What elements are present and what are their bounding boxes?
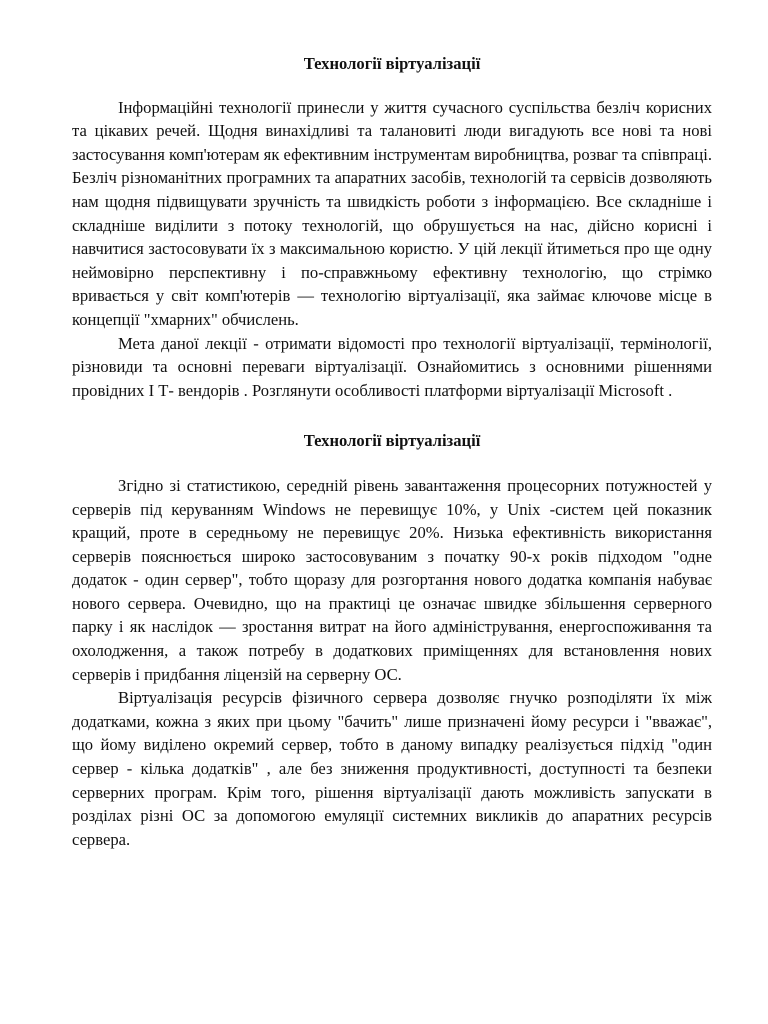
paragraph-goal: Мета даної лекції - отримати відомості про технології віртуалізації, термінології, різновиди та основні переваги віртуалізації. Ознайомитись з основними рішеннями провідних І Т- вендорів . Розглянути особливості платформи віртуалізації Microsoft . <box>72 333 712 400</box>
paragraph-statistics: Згідно зі статистикою, середній рівень завантаження процесорних потужностей у серверів під керуванням Windows не перевищує 10%, у Unix -систем цей показник кращий, проте в середньому не перевищує 20%. Низька ефективність використання серверів пояснюється широко застосовуваним з початку 90-х років підходом "одне додаток - один сервер", тобто щоразу для розгортання нового додатка компанія набуває нового сервера. Очевидно, що на практиці це означає швидке збільшення серверного парку і як наслідок — зростання витрат на його адміністрування, енергоспоживання та охолодження, а також потребу в додаткових приміщеннях для встановлення нових серверів і придбання ліцензій на серверну ОС. <box>72 475 712 684</box>
heading-2: Технології віртуалізації <box>303 431 481 451</box>
heading-1: Технології віртуалізації <box>303 54 481 73</box>
paragraph-virtualization: Віртуалізація ресурсів фізичного сервера дозволяє гнучко розподіляти їх між додатками, кожна з яких при цьому "бачить" лише призначені йому ресурси і "вважає", що йому виділено окремий сервер, тобто в даному випадку реалізується підхід "один сервер - кілька додатків" , але без зниження продуктивності, доступності та безпеки серверних програм. Крім того, рішення віртуалізації дають можливість запускати в розділах різні ОС за допомогою емуляції системних викликів до апаратних ресурсів сервера. <box>72 688 712 849</box>
paragraph-intro: Інформаційні технології принесли у життя сучасного суспільства безліч корисних та цікавих речей. Щодня винахідливі та талановиті люди вигадують все нові та нові застосування комп'ютерам як ефективним інструментам виробництва, розваг та співпраці. Безліч різноманітних програмних та апаратних засобів, технологій та сервісів дозволяють нам щодня підвищувати зручність та швидкість роботи з інформацією. Все складніше і складніше виділити з потоку технологій, що обрушується на нас, дійсно корисні і навчитися застосовувати їх з максимальною користю. У цій лекції йтиметься про ще одну неймовірно перспективну і по-справжньому ефективну технологію, що стрімко вривається у світ комп'ютерів — технологію віртуалізації, яка займає ключове місце в концепції "хмарних" обчислень. <box>72 97 712 329</box>
